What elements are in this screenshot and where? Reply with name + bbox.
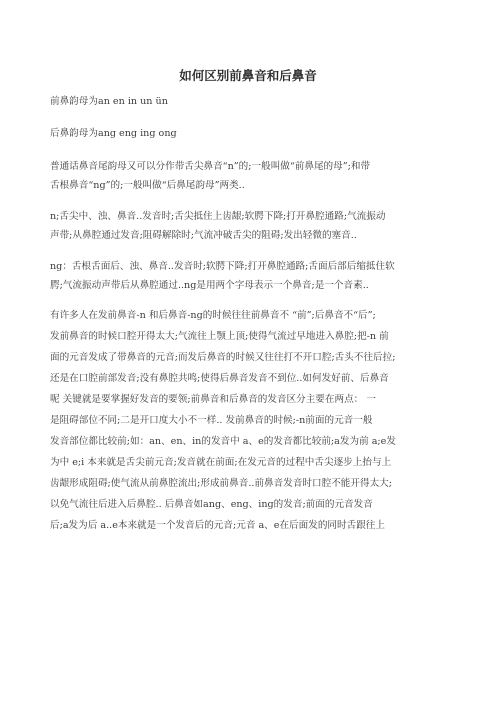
paragraph-line: 发前鼻音的时候口腔开得太大;气流往上颚上顶;使得气流过早地进入鼻腔;把-n 前 bbox=[50, 331, 389, 342]
paragraph-line: n;舌尖中、浊、鼻音..发音时;舌尖抵住上齿龈;软腭下降;打开鼻腔通路;气流振动 bbox=[50, 211, 386, 222]
paragraph-line: 是阻碍部位不同;二是开口度大小不一样.. 发前鼻音的时候;-n前面的元音一般 bbox=[50, 415, 373, 426]
paragraph-line: 发音部位都比较前;如：an、en、in的发音中 a、e的发音都比较前;a发为前 a;e发 bbox=[50, 436, 396, 447]
paragraph-line: 腭;气流振动声带后从鼻腔通过..ng是用两个字母表示一个鼻音;是一个音素.. bbox=[50, 280, 369, 291]
paragraph-line: 以免气流往后进入后鼻腔.. 后鼻音如ang、eng、ing的发音;前面的元音发音 bbox=[50, 499, 373, 510]
paragraph-line: 还是在口腔前部发音;没有鼻腔共鸣;使得后鼻音发音不到位..如何发好前、后鼻音 bbox=[50, 373, 389, 384]
paragraph-line: 呢 关键就是要掌握好发音的要领;前鼻音和后鼻音的发音区分主要在两点： 一 bbox=[50, 394, 376, 405]
document-title: 如何区别前鼻音和后鼻音 bbox=[179, 68, 317, 83]
paragraph-line: 前鼻韵母为an en in un ün bbox=[50, 96, 168, 107]
paragraph-line: 后鼻韵母为ang eng ing ong bbox=[50, 128, 177, 139]
paragraph-line: 舌根鼻音“ng”的;一般叫做“后鼻尾韵母”两类.. bbox=[50, 180, 245, 191]
paragraph-line: 齿龈形成阻碍;使气流从前鼻腔流出;形成前鼻音..前鼻音发音时口腔不能开得太大; bbox=[50, 478, 392, 489]
paragraph-line: ng：舌根舌面后、浊、鼻音..发音时;软腭下降;打开鼻腔通路;舌面后部后缩抵住软 bbox=[50, 261, 395, 272]
paragraph-line: 为中 e;i 本来就是舌尖前元音;发音就在前面;在发元音的过程中舌尖逐步上抬与上 bbox=[50, 457, 392, 468]
paragraph-line: 面的元音发成了带鼻音的元音;而发后鼻音的时候又往往打不开口腔;舌头不往后拉; bbox=[50, 352, 396, 363]
paragraph-line: 后;a发为后 a..e本来就是一个发音后的元音;元音 a、e在后面发的同时舌跟往上 bbox=[50, 520, 385, 531]
paragraph-line: 声带;从鼻腔通过发音;阻碍解除时;气流冲破舌尖的阻碍;发出轻微的塞音.. bbox=[50, 230, 357, 241]
paragraph-line: 有许多人在发前鼻音-n 和后鼻音-ng的时候往往前鼻音不 “前”;后鼻音不“后”; bbox=[50, 310, 376, 321]
paragraph-line: 普通话鼻音尾韵母又可以分作带舌尖鼻音“n”的;一般叫做“前鼻尾的母”;和带 bbox=[50, 161, 371, 172]
